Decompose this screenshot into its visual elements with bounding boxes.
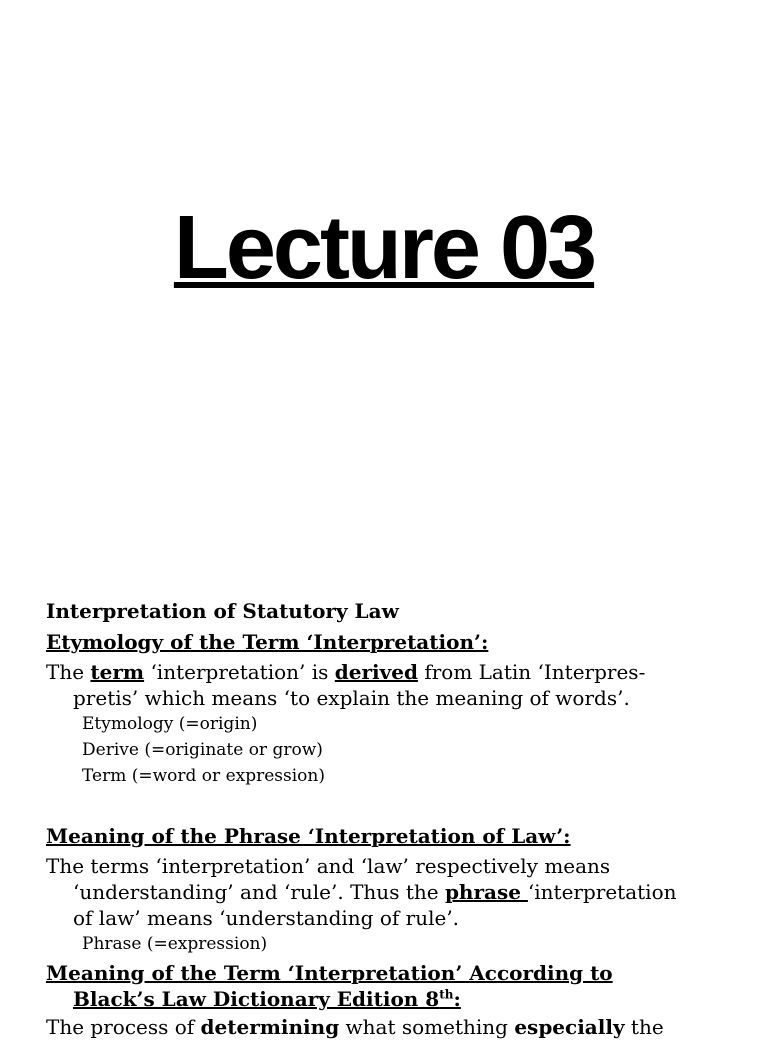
blacks-law-heading-line2 xyxy=(73,986,461,1012)
glossary-derive: Derive (=originate or grow) xyxy=(82,740,323,760)
etymology-text-c: from Latin ‘Interpres- xyxy=(417,660,646,684)
cut-off-text-a: The process of xyxy=(46,1015,201,1039)
main-heading: Interpretation of Statutory Law xyxy=(46,599,399,623)
meaning-paragraph-line1: The terms ‘interpretation’ and ‘law’ respectively means xyxy=(46,854,611,878)
etymology-heading: Etymology of the Term ‘Interpretation’: xyxy=(46,630,489,654)
term-keyword: term xyxy=(90,660,145,684)
blacks-law-heading-text: Black’s Law Dictionary Edition 8 xyxy=(73,987,440,1011)
etymology-text-a: The xyxy=(46,660,91,684)
blacks-law-heading-colon: : xyxy=(453,987,461,1011)
meaning-paragraph-line3: of law’ means ‘understanding of rule’. xyxy=(73,906,460,930)
especially-keyword: especially xyxy=(514,1015,625,1039)
cut-off-text-c: the xyxy=(624,1015,664,1039)
glossary-etymology: Etymology (=origin) xyxy=(82,714,258,734)
glossary-phrase: Phrase (=expression) xyxy=(82,934,268,954)
etymology-text-b: ‘interpretation’ is xyxy=(144,660,335,684)
lecture-title-text: Lecture 03 xyxy=(173,198,595,298)
phrase-keyword: phrase xyxy=(444,880,528,904)
determining-keyword: determining xyxy=(200,1015,340,1039)
lecture-title xyxy=(0,198,768,298)
meaning-text-a: ‘understanding’ and ‘rule’. Thus the xyxy=(73,880,445,904)
etymology-paragraph-line1 xyxy=(46,659,645,685)
cut-off-text-b: what something xyxy=(339,1015,515,1039)
etymology-paragraph-line2: pretis’ which means ‘to explain the meaning of words’. xyxy=(73,686,630,710)
glossary-term: Term (=word or expression) xyxy=(82,766,325,786)
cut-off-paragraph-line xyxy=(46,1014,664,1040)
derived-keyword: derived xyxy=(334,660,418,684)
blacks-law-heading-line1: Meaning of the Term ‘Interpretation’ According to xyxy=(46,961,613,985)
edition-superscript: th xyxy=(439,987,454,1002)
meaning-text-b: ‘interpretation xyxy=(527,880,677,904)
meaning-paragraph-line2 xyxy=(73,879,677,905)
meaning-phrase-heading: Meaning of the Phrase ‘Interpretation of Law’: xyxy=(46,824,571,848)
